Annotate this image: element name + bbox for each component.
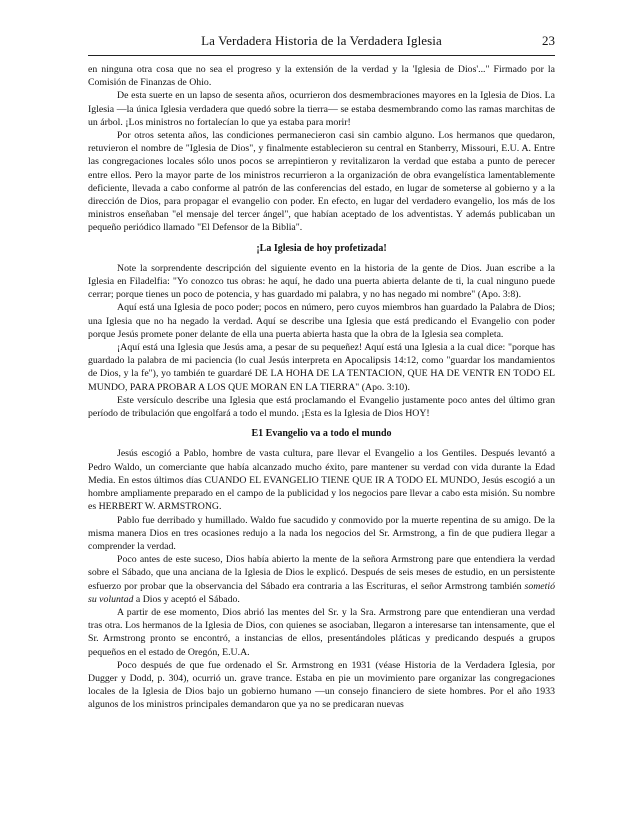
body-paragraph: Pablo fue derribado y humillado. Waldo fue sacudido y conmovido por la muerte repentina de su amigo. De la misma manera Dios en tres ocasiones redujo a la nada los negocios del Sr. Armstrong, a fin de que pudiera llegar a comprender la verdad. (88, 514, 555, 552)
running-header (88, 33, 555, 53)
page-body (88, 63, 555, 712)
body-paragraph: en ninguna otra cosa que no sea el progreso y la extensión de la verdad y la 'Iglesia de Dios'..." Firmado por la Comisión de Finanzas de Ohio. (88, 64, 555, 89)
body-paragraph: ¡Aquí está una Iglesia que Jesús ama, a pesar de su pequeñez! Aquí está una Iglesia a la cual dice: "porque has guardado la palabra de mi paciencia (lo cual Jesús interpreta en Apocalipsis 14:12, como "guardar los mandamientos de Dios, y la fe"), yo también te guardaré DE LA HOHA DE LA TENTACION, QUE HA DE VENTR EN TODO EL MUNDO, PARA PROBAR A LOS QUE MORAN EN LA TIERRA" (Apo. 3:10). (88, 342, 555, 393)
body-paragraph: Aquí está una Iglesia de poco poder; pocos en número, pero cuyos miembros han guardado la Palabra de Dios; una Iglesia que no ha negado la verdad. Aquí se describe una Iglesia que está predicando el Evangelio con poder porque Jesús promete poner delante de ella una puerta abierta hasta que la obra de la Iglesia sea completa. (88, 302, 555, 340)
body-paragraph: De esta suerte en un lapso de sesenta años, ocurrieron dos desmembraciones mayores en la Iglesia de Dios. La Iglesia —la única Iglesia verdadera que quedó sobre la tierra— se estaba desmembrando como las ramas marchitas de un árbol. ¡Los ministros no fortalecían lo que ya estaba para morir! (88, 90, 555, 128)
page-number: 23 (542, 33, 555, 48)
section-heading: ¡La Iglesia de hoy profetizada! (256, 242, 387, 254)
italic-phrase: sometió su voluntad (88, 580, 555, 605)
section-heading: E1 Evangelio va a todo el mundo (251, 428, 392, 440)
text-run: a Dios y aceptó el Sábado. (133, 593, 240, 605)
body-paragraph: Este versículo describe una Iglesia que está proclamando el Evangelio justamente poco antes del último gran período de tribulación que engolfará a todo el mundo. ¡Esta es la Iglesia de Dios HOY! (88, 394, 555, 420)
body-paragraph: Jesús escogió a Pablo, hombre de vasta cultura, pare llevar el Evangelio a los Gentiles. Después levantó a Pedro Waldo, un comerciante que había alcanzado mucho éxito, pare mantener su verdad con vida durante la Edad Media. En estos últimos días CUANDO EL EVANGELIO TIENE QUE IR A TODO EL MUNDO, Jesús escogió a un hombre ampliamente preparado en el campo de la publicidad y los negocios pare llevar a cabo esta misión. Su nombre es HERBERT W. ARMSTRONG. (88, 448, 555, 513)
body-paragraph (88, 553, 555, 606)
book-title: La Verdadera Historia de la Verdadera Iglesia (201, 33, 442, 48)
text-run: Poco antes de este suceso, Dios había abierto la mente de la señora Armstrong pare que entendiera la verdad sobre el Sábado, que una anciana de la Iglesia de Dios le explicó. Después de seis meses de estudio, en un persistente esfuerzo por probar que la observancia del Sábado era contraria a las Escrituras, el señor Armstrong también (88, 554, 555, 592)
body-paragraph: Note la sorprendente descripción del siguiente evento en la historia de la gente de Dios. Juan escribe a la Iglesia en Filadelfia: "Yo conozco tus obras: he aquí, he dado una puerta abierta delante de ti, la cual ninguno puede cerrar; porque tienes un poco de potencia, y has guardado mi palabra, y no has negado mi nombre" (Apo. 3:8). (88, 262, 555, 301)
body-paragraph: Por otros setenta años, las condiciones permanecieron casi sin cambio alguno. Los hermanos que quedaron, retuvieron el nombre de "Iglesia de Dios", y finalmente establecieron su central en Stanberry, Missouri, E.U. A. Entre las congregaciones locales sólo unos pocos se arrepintieron y revitalizaron la verdad que estaba a punto de perecer entre ellos. Pero la mayor parte de los ministros recurrieron a la organización de obra evangelística lamentablemente deficiente, llevada a cabo conforme al patrón de las conferencias del estado, en lugar de someterse al gobierno y a la dirección de Dios, para propagar el evangelio con poder. En efecto, en lugar del verdadero evangelio, los más de los ministros enseñaban "el mensaje del tercer ángel", que habían aceptado de los adventistas. Y además publicaban un pequeño periódico llamado "El Defensor de la Biblia". (88, 130, 555, 234)
body-paragraph: A partir de ese momento, Dios abrió las mentes del Sr. y la Sra. Armstrong pare que entendieran una verdad tras otra. Los hermanos de la Iglesia de Dios, con quienes se asociaban, llegaron a interesarse tan intensamente, que el Sr. Armstrong pronto se encontró, a instancias de ellos, presentándoles pláticas y predicando después a grupos pequeños en el estado de Oregón, E.U.A. (88, 606, 555, 658)
header-rule (88, 55, 555, 56)
body-paragraph: Poco después de que fue ordenado el Sr. Armstrong en 1931 (véase Historia de la Verdadera Iglesia, por Dugger y Dodd, p. 304), ocurrió un. grave trance. Estaba en pie un movimiento pare organizar las congregaciones locales de la Iglesia de Dios bajo un gobierno humano —un consejo financiero de siete hombres. Por el año 1933 algunos de los ministros principales demandaron que ya no se predicaran nuevas (88, 659, 555, 711)
